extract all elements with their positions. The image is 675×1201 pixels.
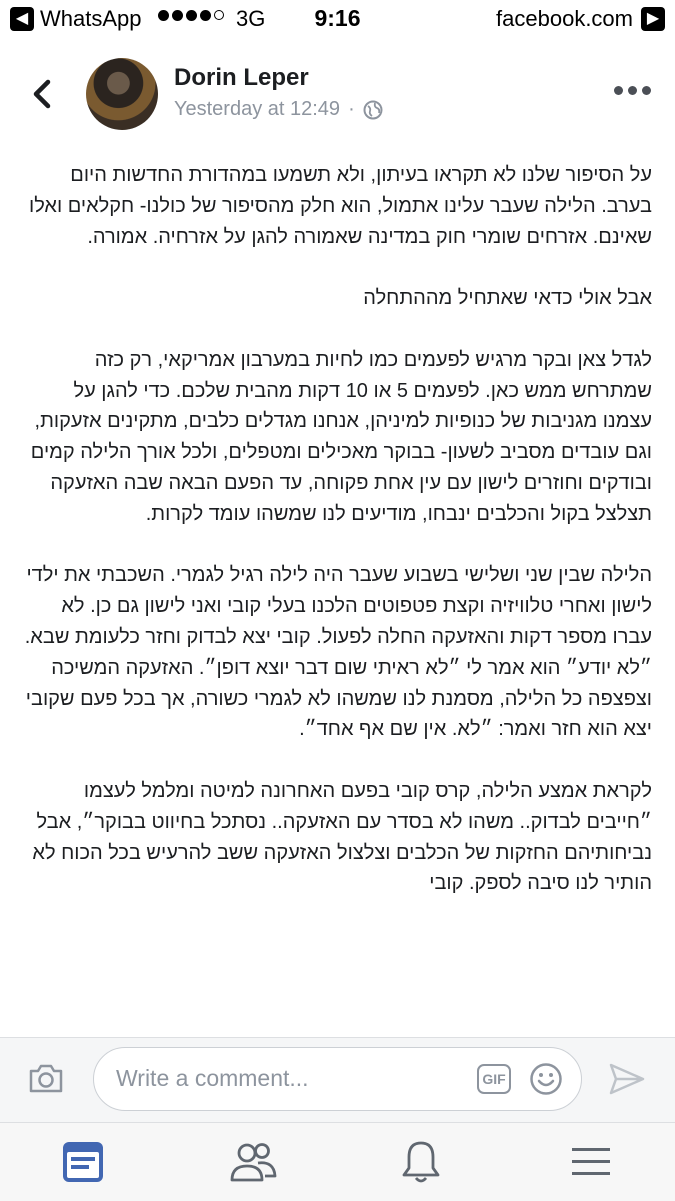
meta-separator: · bbox=[348, 98, 355, 120]
comment-input[interactable] bbox=[93, 1047, 582, 1111]
post-body bbox=[22, 160, 652, 930]
post-header bbox=[0, 56, 675, 136]
status-bar bbox=[0, 0, 675, 38]
author-avatar[interactable] bbox=[86, 58, 158, 130]
post-paragraph: על הסיפור שלנו לא תקראו בעיתון, ולא תשמעו במהדורת החדשות היום בערב. הלילה שעבר עלינו אתמול, הוא חלק מהסיפור של כולנו- חקלאים ואלו שאינם. אזרחים שומרי חוק במדינה שאמורה להגן על אזרחיה. אמורה. bbox=[29, 164, 652, 248]
site-indicator[interactable] bbox=[496, 6, 665, 32]
send-icon[interactable] bbox=[608, 1062, 646, 1096]
comment-placeholder: Write a comment... bbox=[116, 1065, 309, 1091]
post-paragraph: לקראת אמצע הלילה, קרס קובי בפעם האחרונה למיטה ומלמל לעצמו ״חייבים לבדוק.. משהו לא בסדר עם האזעקה.. נסתכל בחיווט בבוקר״, אבל נביחותיהם החזקות של הכלבים וצלצול האזעקה ששב להרעיש בכל הכוח לא הותיר לנו סיבה לספק. קובי bbox=[32, 779, 652, 895]
back-chevron-icon[interactable] bbox=[28, 74, 58, 114]
post-paragraph: הלילה שבין שני ושלישי בשבוע שעבר היה לילה רגיל לגמרי. השכבתי את ילדי לישון ואחרי טלוויזיה וקצת פטפוטים הלכנו בעלי קובי ואני לישון גם כן. לא עברו מספר דקות והאזעקה החלה לפעול. קובי יצא לבדוק וחזר כלעומת שבא. ״לא יודע״ הוא אמר לי ״לא ראיתי שום דבר יוצא דופן״. האזעקה המשיכה וצפצפה כל הלילה, מסמנת לנו שמשהו לא לגמרי כשורה, אך בכל פעם שקובי יצא הוא חזר ואמר: ״לא. אין שם אף אחד״. bbox=[24, 564, 652, 741]
camera-icon[interactable] bbox=[28, 1062, 64, 1094]
notifications-bell-icon[interactable] bbox=[396, 1138, 446, 1186]
comment-bar bbox=[0, 1037, 675, 1123]
globe-icon bbox=[363, 100, 383, 120]
post-timestamp[interactable]: Yesterday at 12:49 bbox=[174, 98, 341, 120]
smile-icon[interactable] bbox=[529, 1062, 563, 1096]
network-type: 3G bbox=[236, 6, 266, 31]
news-feed-icon[interactable] bbox=[58, 1138, 108, 1186]
author-name[interactable]: Dorin Leper bbox=[174, 64, 309, 91]
site-label: facebook.com bbox=[496, 6, 633, 31]
status-time: 9:16 bbox=[314, 5, 361, 31]
forward-arrow-icon: ▶ bbox=[641, 7, 665, 31]
friends-icon[interactable] bbox=[228, 1138, 278, 1186]
post-paragraph: לגדל צאן ובקר מרגיש לפעמים כמו לחיות במערבון אמריקאי, רק כזה שמתרחש ממש כאן. לפעמים 5 או 10 דקות מהבית שלכם. כדי להגן על עצמנו מגניבות של כנופיות למיניהן, אנחנו מגדלים כלבים, מתקינים אזעקות, וגם עובדים מסביב לשעון- בבוקר מאכילים ומטפלים, ולכל אורך הלילה קמים ובודקים וחוזרים לישון עם עין אחת פקוחה, עד הפעם הבאה שבה האזעקה תצלצל בקול והכלבים ינבחו, מודיעים לנו שמשהו עומד לקרות. bbox=[30, 348, 652, 525]
gif-icon[interactable]: GIF bbox=[477, 1064, 511, 1094]
back-app-label: WhatsApp bbox=[40, 6, 142, 31]
tab-bar bbox=[0, 1122, 675, 1201]
back-arrow-icon: ◀ bbox=[10, 7, 34, 31]
post-meta bbox=[174, 98, 383, 121]
post-paragraph: אבל אולי כדאי שאתחיל מההתחלה bbox=[363, 287, 652, 310]
menu-icon[interactable] bbox=[566, 1138, 616, 1186]
more-options-icon[interactable] bbox=[614, 86, 651, 95]
